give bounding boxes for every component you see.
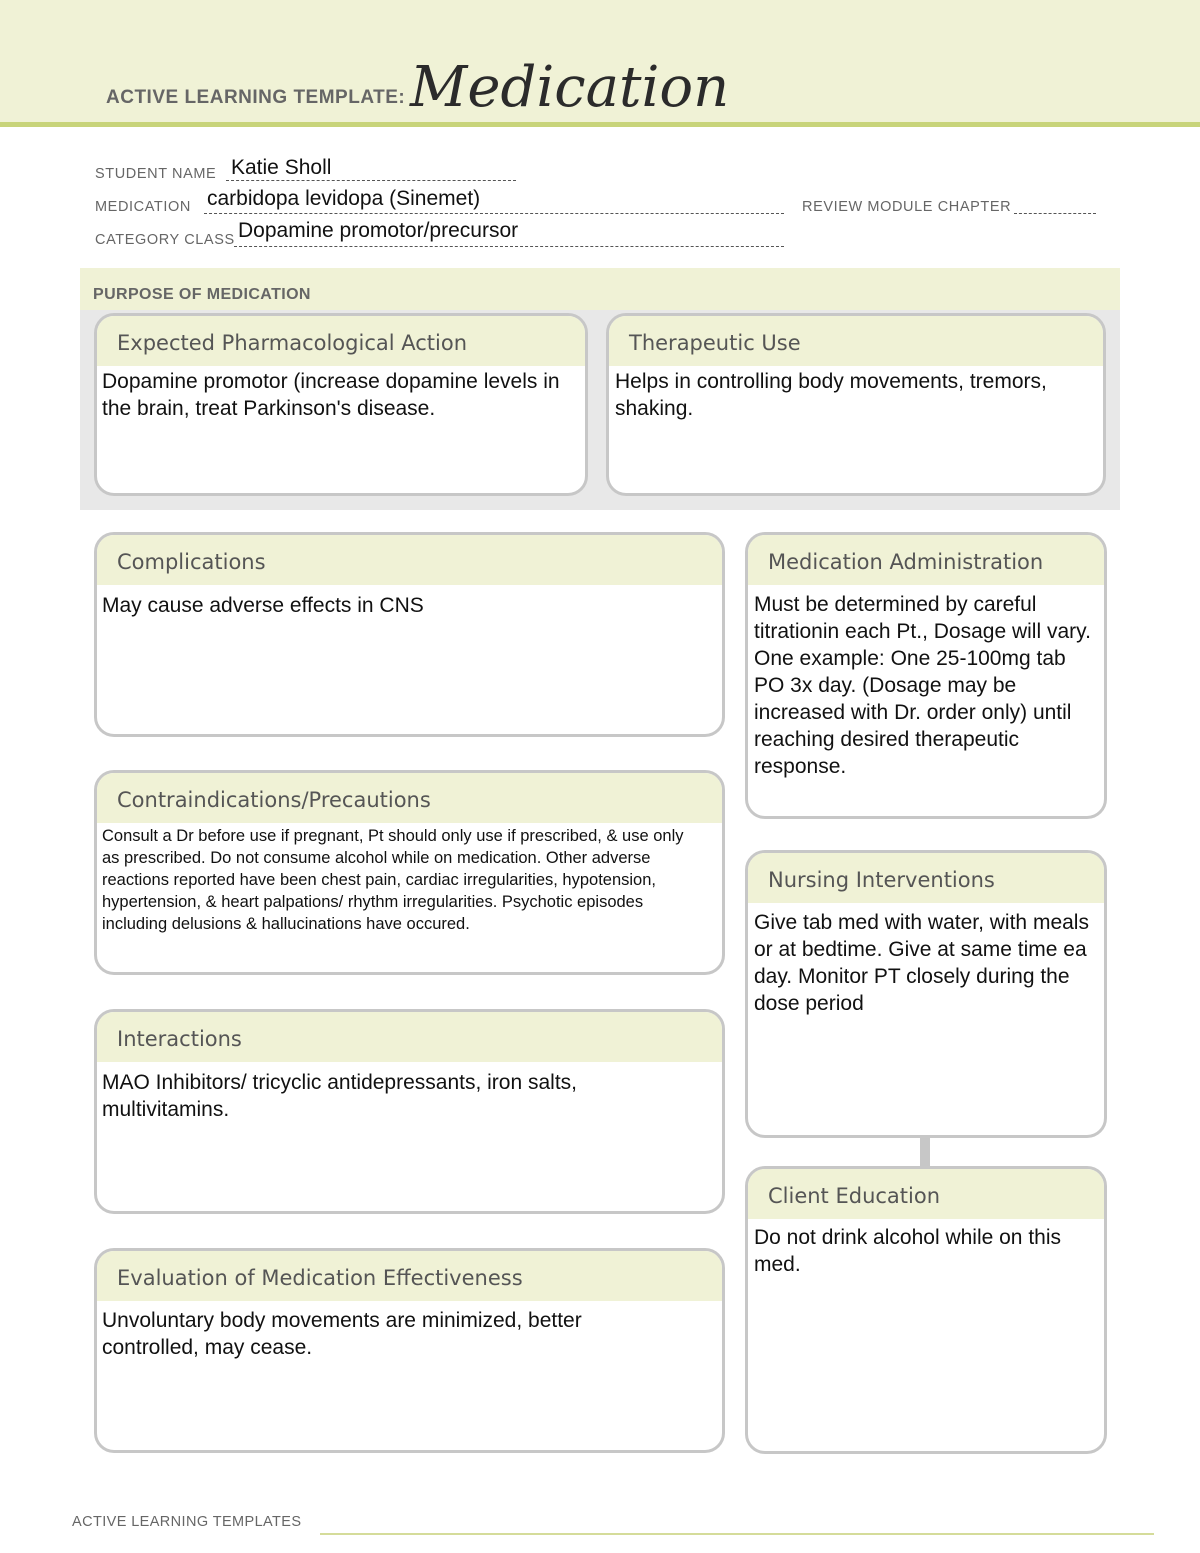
medication-administration-box	[745, 532, 1107, 819]
review-module-underline	[1014, 213, 1096, 214]
evaluation-box	[94, 1248, 725, 1453]
purpose-label: PURPOSE OF MEDICATION	[93, 286, 311, 303]
medication-field[interactable]: carbidopa levidopa (Sinemet)	[207, 187, 481, 210]
contraindications-text[interactable]: Consult a Dr before use if pregnant, Pt should only use if prescribed, & use only as prescribed. Do not consume alcohol while on medication. Other adverse reactions reported have been chest pain, cardiac irregularities, hypotension, hypertension, & heart palpations/ rhythm irregularities. Psychotic episodes including delusions & hallucinations have occured.	[102, 827, 684, 933]
nursing-interventions-text[interactable]: Give tab med with water, with meals or at bedtime. Give at same time ea day. Monitor PT closely during the dose period	[754, 911, 1089, 1015]
client-education-box	[745, 1166, 1107, 1454]
category-class-underline	[234, 246, 784, 247]
student-name-field[interactable]: Katie Sholl	[231, 156, 332, 179]
medication-administration-title: Medication Administration	[748, 535, 1104, 585]
complications-title: Complications	[97, 535, 722, 585]
category-class-label: CATEGORY CLASS	[95, 232, 235, 248]
student-name-underline	[226, 180, 516, 181]
nursing-interventions-title: Nursing Interventions	[748, 853, 1104, 903]
box-connector	[920, 1136, 930, 1168]
client-education-title: Client Education	[748, 1169, 1104, 1219]
template-prefix: ACTIVE LEARNING TEMPLATE:	[106, 87, 406, 108]
medication-administration-text[interactable]: Must be determined by careful titrationin each Pt., Dosage will vary. One example: One 25-100mg tab PO 3x day. (Dosage may be increased with Dr. order only) until reaching desired therapeutic response.	[754, 593, 1091, 778]
header-rule	[0, 122, 1200, 127]
student-name-label: STUDENT NAME	[95, 166, 217, 182]
expected-action-text[interactable]: Dopamine promotor (increase dopamine levels in the brain, treat Parkinson's disease.	[102, 370, 560, 420]
nursing-interventions-box	[745, 850, 1107, 1138]
category-class-field[interactable]: Dopamine promotor/precursor	[238, 219, 519, 242]
expected-action-title: Expected Pharmacological Action	[97, 316, 585, 366]
interactions-text[interactable]: MAO Inhibitors/ tricyclic antidepressants, iron salts, multivitamins.	[102, 1071, 578, 1121]
client-education-text[interactable]: Do not drink alcohol while on this med.	[754, 1226, 1062, 1276]
footer-label: ACTIVE LEARNING TEMPLATES	[72, 1514, 302, 1530]
contraindications-title: Contraindications/Precautions	[97, 773, 722, 823]
therapeutic-use-title: Therapeutic Use	[609, 316, 1103, 366]
contraindications-box	[94, 770, 725, 975]
page-title: Medication	[410, 55, 730, 120]
review-module-label: REVIEW MODULE CHAPTER	[802, 199, 1012, 215]
evaluation-title: Evaluation of Medication Effectiveness	[97, 1251, 722, 1301]
medication-underline	[204, 213, 784, 214]
therapeutic-use-text[interactable]: Helps in controlling body movements, tremors, shaking.	[615, 370, 1047, 420]
interactions-title: Interactions	[97, 1012, 722, 1062]
complications-box	[94, 532, 725, 737]
interactions-box	[94, 1009, 725, 1214]
complications-text[interactable]: May cause adverse effects in CNS	[102, 594, 424, 617]
evaluation-text[interactable]: Unvoluntary body movements are minimized, better controlled, may cease.	[102, 1309, 582, 1359]
medication-label: MEDICATION	[95, 199, 191, 215]
therapeutic-use-box	[606, 313, 1106, 496]
expected-action-box	[94, 313, 588, 496]
footer-rule	[320, 1533, 1154, 1535]
